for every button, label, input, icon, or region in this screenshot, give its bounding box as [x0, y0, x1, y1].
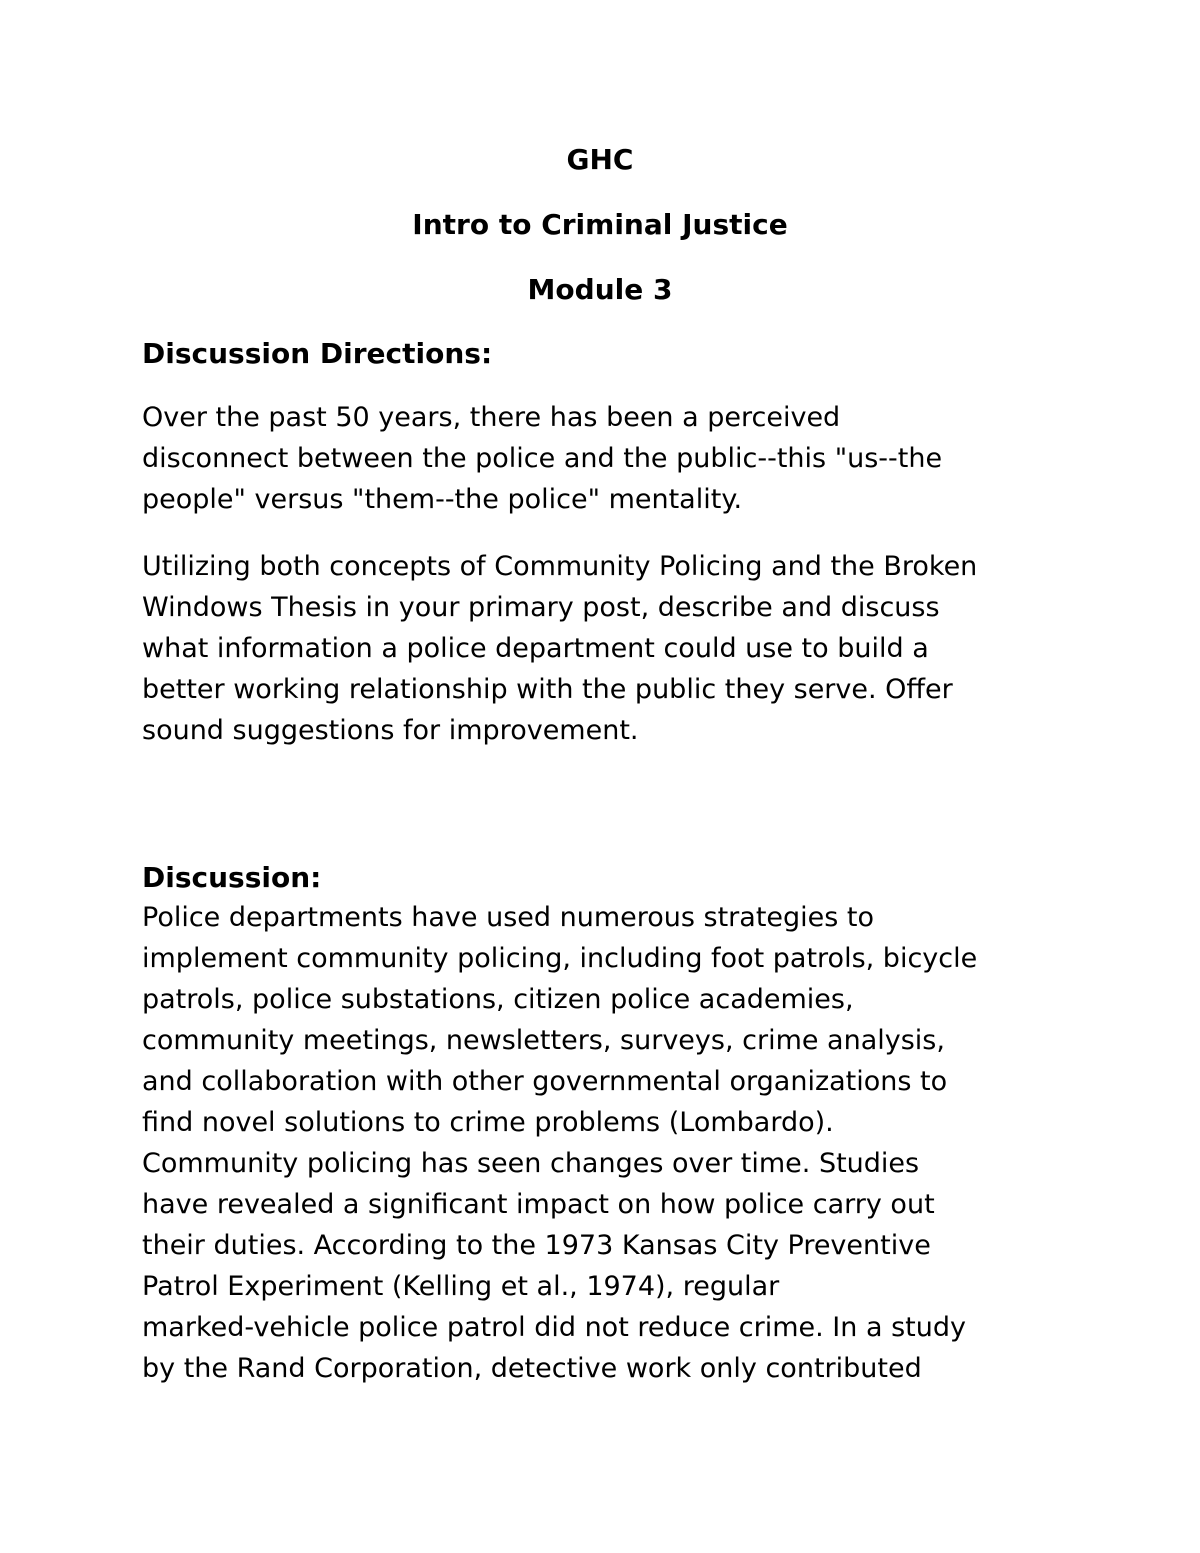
text-line: marked-vehicle police patrol did not reduce crime. In a study — [142, 1312, 966, 1343]
text-line: patrols, police substations, citizen police academies, — [142, 984, 854, 1015]
text-line: Police departments have used numerous strategies to — [142, 902, 875, 933]
text-line: have revealed a significant impact on how police carry out — [142, 1189, 935, 1220]
text-line: by the Rand Corporation, detective work only contributed — [142, 1353, 922, 1384]
discussion-body — [142, 897, 1102, 1389]
directions-paragraph-2 — [142, 546, 1102, 751]
text-line: Windows Thesis in your primary post, describe and discuss — [142, 592, 940, 623]
text-line: Utilizing both concepts of Community Policing and the Broken — [142, 551, 978, 582]
course-title: Intro to Criminal Justice — [412, 208, 788, 241]
text-line: their duties. According to the 1973 Kansas City Preventive — [142, 1230, 931, 1261]
module-title: Module 3 — [527, 273, 673, 306]
text-line: Over the past 50 years, there has been a perceived — [142, 402, 841, 433]
text-line: community meetings, newsletters, surveys, crime analysis, — [142, 1025, 945, 1056]
text-line: better working relationship with the public they serve. Offer — [142, 674, 953, 705]
text-line: implement community policing, including foot patrols, bicycle — [142, 943, 978, 974]
school-title: GHC — [566, 143, 634, 176]
text-line: Patrol Experiment (Kelling et al., 1974), regular — [142, 1271, 780, 1302]
text-line: Community policing has seen changes over time. Studies — [142, 1148, 920, 1179]
text-line: what information a police department could use to build a — [142, 633, 929, 664]
text-line: people" versus "them--the police" mentality. — [142, 484, 743, 515]
text-line: and collaboration with other governmental organizations to — [142, 1066, 948, 1097]
text-line: find novel solutions to crime problems (Lombardo). — [142, 1107, 834, 1138]
text-line: sound suggestions for improvement. — [142, 715, 639, 746]
directions-heading: Discussion Directions: — [142, 337, 493, 370]
text-line: disconnect between the police and the public--this "us--the — [142, 443, 943, 474]
directions-paragraph-1 — [142, 397, 1102, 520]
discussion-heading: Discussion: — [142, 861, 322, 894]
